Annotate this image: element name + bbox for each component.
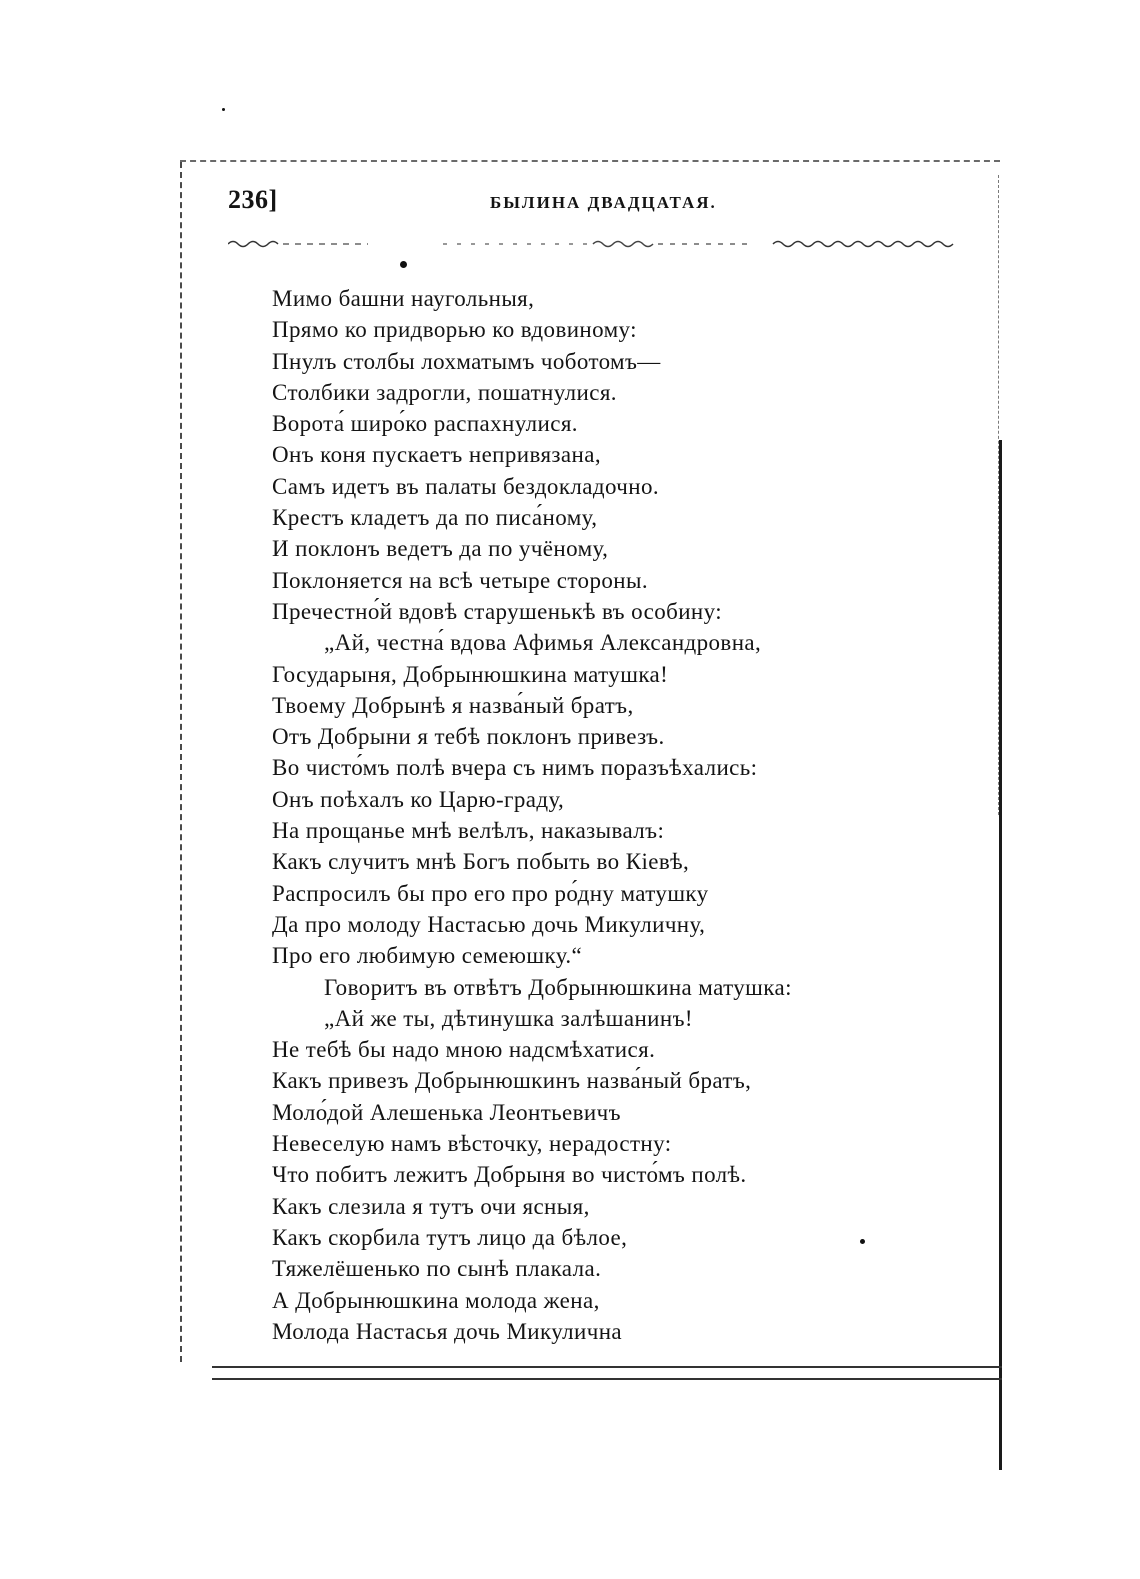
page-number: 236] <box>228 185 278 214</box>
page-frame-bottom-double <box>212 1378 1002 1380</box>
print-speck <box>222 108 225 111</box>
poem-line: „Ай, честна́ вдова Афимья Александровна, <box>324 630 762 656</box>
poem-line: Не тебѣ бы надо мною надсмѣхатися. <box>272 1037 656 1063</box>
poem-line: А Добрынюшкина молода жена, <box>272 1287 600 1313</box>
poem-line: Какъ скорбила тутъ лицо да бѣлое, <box>272 1224 628 1250</box>
poem-line: Крестъ кладетъ да по писа́ному, <box>272 505 598 531</box>
poem-line: Онъ поѣхалъ ко Царю-граду, <box>272 786 565 812</box>
print-speck <box>400 261 407 268</box>
poem-line: Во чисто́мъ полѣ вчера съ нимъ поразъѣхались: <box>272 755 758 781</box>
poem-line: Ворота́ широ́ко распахнулися. <box>272 411 578 437</box>
header-rule <box>228 238 958 250</box>
poem-line: Поклоняется на всѣ четыре стороны. <box>272 567 648 593</box>
poem-line: Какъ привезъ Добрынюшкинъ назва́ный братъ, <box>272 1068 752 1094</box>
poem-line: Молода Настасья дочь Микулична <box>272 1318 623 1344</box>
poem-line: Тяжелёшенько по сынѣ плакала. <box>272 1256 602 1282</box>
poem-line: Говоритъ въ отвѣтъ Добрынюшкина матушка: <box>324 974 792 1000</box>
poem-line: Что побитъ лежитъ Добрыня во чисто́мъ полѣ. <box>272 1162 747 1188</box>
poem-line: И поклонъ ведетъ да по учёному, <box>272 536 609 562</box>
poem-line: Пнулъ столбы лохматымъ чоботомъ— <box>272 348 661 374</box>
poem-line: На прощанье мнѣ велѣлъ, наказывалъ: <box>272 818 665 844</box>
running-header <box>228 185 958 221</box>
poem-body <box>272 283 962 1347</box>
poem-line: Моло́дой Алешенька Леонтьевичъ <box>272 1099 621 1125</box>
poem-line: Да про молоду Настасью дочь Микуличну, <box>272 911 706 937</box>
poem-line: Самъ идетъ въ палаты бездокладочно. <box>272 473 660 499</box>
poem-line: „Ай же ты, дѣтинушка залѣшанинъ! <box>324 1005 693 1031</box>
poem-line: Невеселую намъ вѣсточку, нерадостну: <box>272 1131 672 1157</box>
poem-line: Государыня, Добрынюшкина матушка! <box>272 661 669 687</box>
page-frame-bottom <box>212 1366 1002 1368</box>
poem-line: Твоему Добрынѣ я назва́ный братъ, <box>272 692 634 718</box>
poem-line: Отъ Добрыни я тебѣ поклонъ привезъ. <box>272 724 665 750</box>
poem-line: Пречестно́й вдовѣ старушенькѣ въ особину: <box>272 598 723 624</box>
page-frame-left <box>180 162 182 1362</box>
poem-line: Распросилъ бы про его про ро́дну матушку <box>272 880 709 906</box>
poem-line: Прямо ко придворью ко вдовиному: <box>272 317 637 343</box>
page-frame-right-heavy <box>999 440 1002 1470</box>
poem-line: Онъ коня пускаетъ непривязана, <box>272 442 601 468</box>
poem-line: Какъ случитъ мнѣ Богъ побыть во Кіевѣ, <box>272 849 690 875</box>
running-title: БЫЛИНА ДВАДЦАТАЯ. <box>490 193 717 212</box>
poem-line: Мимо башни наугольныя, <box>272 286 535 311</box>
poem-line: Столбики задрогли, пошатнулися. <box>272 379 617 405</box>
poem-line: Про его любимую семеюшку.“ <box>272 943 583 969</box>
poem-line: Какъ слезила я тутъ очи ясныя, <box>272 1193 590 1219</box>
page-frame-top <box>180 160 1000 162</box>
